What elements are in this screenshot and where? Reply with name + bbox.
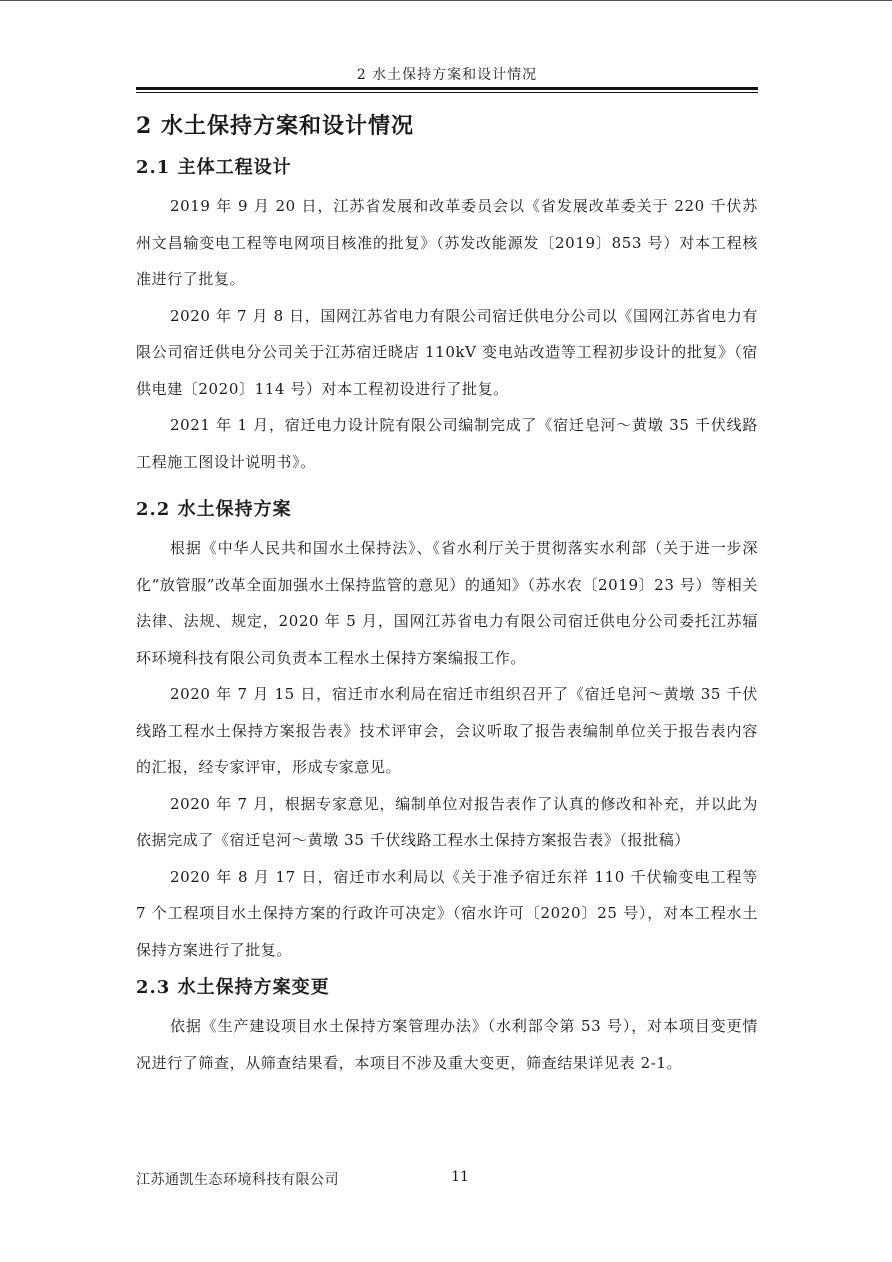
section-heading-2-2: 2.2 水土保持方案 <box>136 499 292 520</box>
paragraph: 2020 年 7 月 15 日，宿迁市水利局在宿迁市组织召开了《宿迁皂河～黄墩 35 千伏线路工程水土保持方案报告表》技术评审会，会议听取了报告表编制单位关于报告表内容的汇报，经专家评审，形成专家意见。 <box>136 685 758 776</box>
footer-company: 江苏通凯生态环境科技有限公司 <box>136 1172 339 1188</box>
page-number: 11 <box>451 1169 469 1185</box>
paragraph: 2020 年 8 月 17 日，宿迁市水利局以《关于准予宿迁东祥 110 千伏输变电工程等 7 个工程项目水土保持方案的行政许可决定》（宿水许可〔2020〕25 号），对本工程水土保持方案进行了批复。 <box>136 867 758 959</box>
page-content <box>136 104 758 1081</box>
header-rule-thick <box>136 87 758 90</box>
section-heading-2-3: 2.3 水土保持方案变更 <box>136 977 330 998</box>
page-top-edge <box>0 0 892 1</box>
paragraph: 2020 年 7 月，根据专家意见，编制单位对报告表作了认真的修改和补充，并以此为依据完成了《宿迁皂河～黄墩 35 千伏线路工程水土保持方案报告表》（报批稿） <box>136 794 758 849</box>
header-rule-thin <box>136 92 758 93</box>
paragraph: 2019 年 9 月 20 日，江苏省发展和改革委员会以《省发展改革委关于 220 千伏苏州文昌输变电工程等电网项目核准的批复》（苏发改能源发〔2019〕853 号）对本工程核准进行了批复。 <box>136 197 758 288</box>
chapter-title: 2 水土保持方案和设计情况 <box>136 113 414 139</box>
paragraph: 根据《中华人民共和国水土保持法》、《省水利厅关于贯彻落实水利部（关于进一步深化“放管服”改革全面加强水土保持监管的意见）的通知》（苏水农〔2019〕23 号）等相关法律、法规、规定，2020 年 5 月，国网江苏省电力有限公司宿迁供电分公司委托江苏辐环环境科技有限公司负责本工程水土保持方案编报工作。 <box>136 539 758 667</box>
section-heading-2-1: 2.1 主体工程设计 <box>136 157 292 178</box>
paragraph: 依据《生产建设项目水土保持方案管理办法》（水利部令第 53 号），对本项目变更情况进行了筛查，从筛查结果看，本项目不涉及重大变更，筛查结果详见表 2-1。 <box>136 1017 758 1072</box>
paragraph: 2021 年 1 月，宿迁电力设计院有限公司编制完成了《宿迁皂河～黄墩 35 千伏线路工程施工图设计说明书》。 <box>136 416 758 471</box>
paragraph: 2020 年 7 月 8 日，国网江苏省电力有限公司宿迁供电分公司以《国网江苏省电力有限公司宿迁供电分公司关于江苏宿迁晓店 110kV 变电站改造等工程初步设计的批复》（宿供电建〔2020〕114 号）对本工程初设进行了批复。 <box>136 306 758 398</box>
running-header: 2 水土保持方案和设计情况 <box>356 67 538 83</box>
